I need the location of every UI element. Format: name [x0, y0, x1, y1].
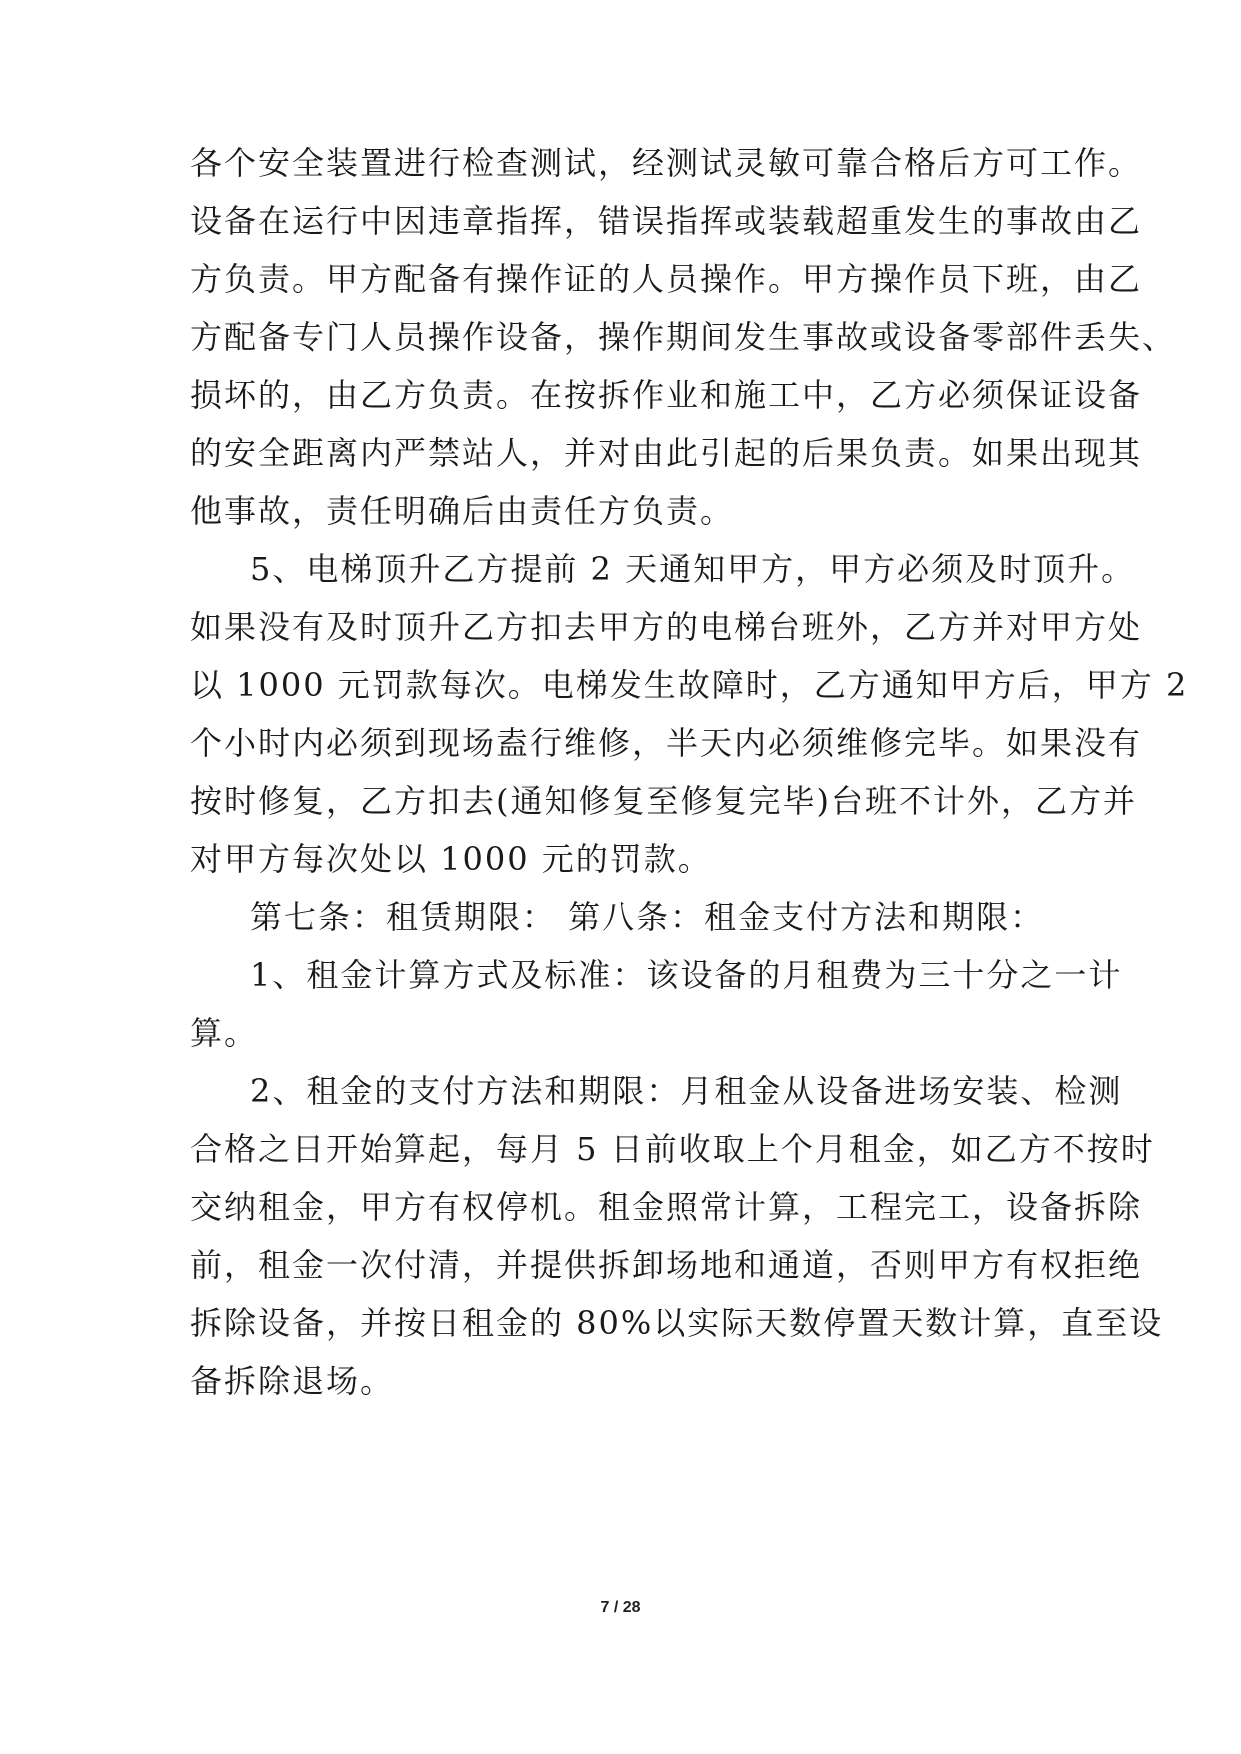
text-line: 1、租金计算方式及标准：该设备的月租费为三十分之一计	[250, 956, 1123, 994]
section-heading: 第七条：租赁期限： 第八条：租金支付方法和期限：	[250, 898, 1045, 936]
text-line: 方配备专门人员操作设备，操作期间发生事故或设备零部件丢失、	[190, 318, 1177, 356]
text-line: 损坏的，由乙方负责。在按拆作业和施工中，乙方必须保证设备	[190, 376, 1143, 414]
text-line: 拆除设备，并按日租金的 80%以实际天数停置天数计算，直至设	[190, 1304, 1164, 1342]
text-line: 备拆除退场。	[190, 1362, 395, 1400]
text-line: 5、电梯顶升乙方提前 2 天通知甲方，甲方必须及时顶升。	[250, 550, 1136, 588]
text-line: 方负责。甲方配备有操作证的人员操作。甲方操作员下班，由乙	[190, 260, 1143, 298]
text-line: 按时修复，乙方扣去(通知修复至修复完毕)台班不计外，乙方并	[190, 782, 1137, 820]
text-line: 个小时内必须到现场盍行维修，半天内必须维修完毕。如果没有	[190, 724, 1143, 762]
text-line: 他事故，责任明确后由责任方负责。	[190, 492, 735, 530]
page-number: 7 / 28	[600, 1599, 641, 1616]
text-line: 各个安全装置进行检查测试，经测试灵敏可靠合格后方可工作。	[190, 144, 1143, 182]
text-line: 合格之日开始算起，每月 5 日前收取上个月租金，如乙方不按时	[190, 1130, 1155, 1168]
text-line: 如果没有及时顶升乙方扣去甲方的电梯台班外，乙方并对甲方处	[190, 608, 1143, 646]
text-line: 算。	[190, 1014, 259, 1052]
text-line: 的安全距离内严禁站人，并对由此引起的后果负责。如果出现其	[190, 434, 1143, 472]
text-line: 对甲方每次处以 1000 元的罚款。	[190, 840, 712, 878]
text-line: 以 1000 元罚款每次。电梯发生故障时，乙方通知甲方后，甲方 2	[190, 666, 1189, 704]
text-line: 交纳租金，甲方有权停机。租金照常计算，工程完工，设备拆除	[190, 1188, 1143, 1226]
text-line: 2、租金的支付方法和期限：月租金从设备进场安装、检测	[250, 1072, 1123, 1110]
text-line: 前，租金一次付清，并提供拆卸场地和通道，否则甲方有权拒绝	[190, 1246, 1143, 1284]
text-line: 设备在运行中因违章指挥，错误指挥或装载超重发生的事故由乙	[190, 202, 1143, 240]
